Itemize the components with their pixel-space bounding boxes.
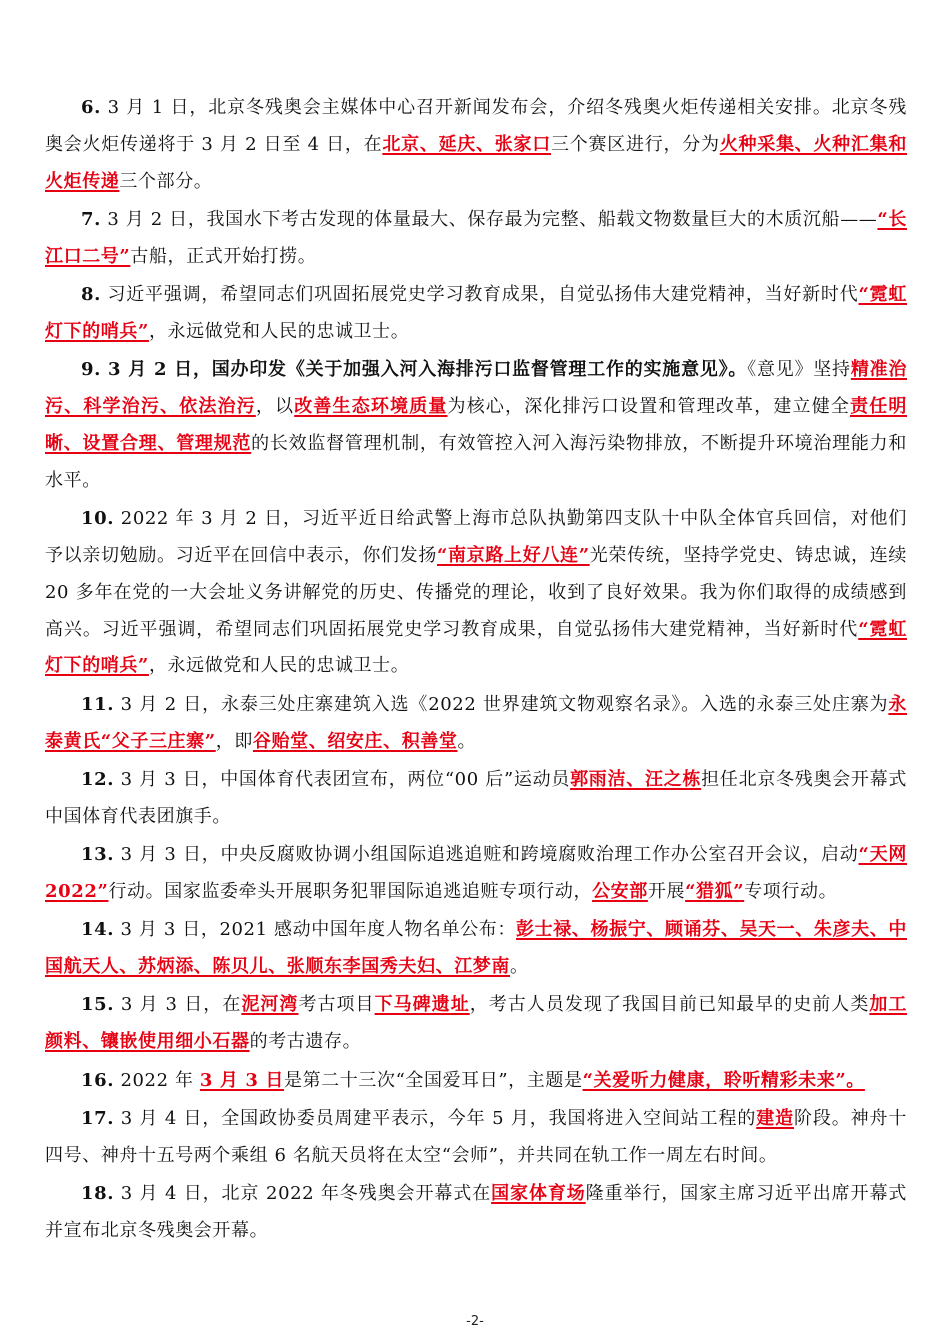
news-item [45,352,907,499]
body-text: 3 月 3 日，中国体育代表团宣布，两位“00 后”运动员 [114,768,571,790]
body-text: 的考古遗存。 [249,1031,362,1053]
body-text: 2022 年 [114,1069,200,1091]
body-text: 3 月 3 日，中央反腐败协调小组国际追逃追赃和跨境腐败治理工作办公室召开会议，启动 [114,844,859,866]
body-text: 古船，正式开始打捞。 [130,245,317,267]
bold-lead-text: 3 月 2 日，国办印发《关于加强入河入海排污口监督管理工作的实施意见》。 [101,359,748,381]
item-number: 13. [81,844,115,866]
highlighted-keyword: “霓虹灯下的哨兵” [45,284,907,342]
body-text: 考古项目 [298,994,375,1016]
highlighted-keyword: 改善生态环境质量 [294,396,448,418]
highlighted-keyword: “南京路上好八连” [437,544,590,566]
news-item [45,501,907,685]
highlighted-keyword: “长江口二号” [45,208,907,267]
item-number: 16. [81,1069,115,1091]
highlighted-keyword: “关爱听力健康，聆听精彩未来”。 [582,1069,865,1091]
news-item [45,1101,907,1175]
body-text: 隆重举行，国家主席习近平出席开幕式并宣布北京冬残奥会开幕。 [45,1183,907,1242]
news-item [45,277,907,351]
body-text: 的长效监督管理机制，有效管控入河入海污染物排放，不断提升环境治理能力和水平。 [45,432,907,491]
body-text: ，永远做党和人民的忠诚卫士。 [148,320,410,342]
body-text: ，永远做党和人民的忠诚卫士。 [148,655,410,677]
body-text: 。 [510,956,529,978]
highlighted-keyword: 北京、延庆、张家口 [382,133,552,155]
highlighted-keyword: 国家体育场 [491,1183,586,1205]
highlighted-keyword: 彭士禄、杨振宁、顾诵芬、吴天一、朱彦夫、中国航天人、苏炳添、陈贝儿、张顺东李国秀夫妇、江梦南 [45,919,907,978]
item-number: 14. [81,919,115,941]
body-text: 。 [457,730,477,752]
news-item [45,202,907,276]
body-text: 2022 年 3 月 2 日，习近平近日给武警上海市总队执勤第四支队十中队全体官兵回信，对他们予以亲切勉励。习近平在回信中表示，你们发扬 [45,508,907,566]
highlighted-keyword: 3 月 3 日 [199,1069,284,1091]
body-text: 三个部分。 [119,170,213,192]
body-text: 光荣传统，坚持学党史、铸忠诚，连续 20 多年在党的一大会址义务讲解党的历史、传播党的理论，收到了良好效果。我为你们取得的成绩感到高兴。习近平强调，希望同志们巩固拓展党史学习教育成果，自觉弘扬伟大建党精神，当好新时代 [45,544,908,640]
body-text: 3 月 2 日，永泰三处庄寨建筑入选《2022 世界建筑文物观察名录》。入选的永泰三处庄寨为 [114,693,889,715]
body-text: 《意见》坚持 [747,359,851,381]
highlighted-keyword: 永泰黄氏“父子三庄寨” [45,693,907,752]
news-item [45,837,907,911]
body-text: 3 月 2 日，我国水下考古发现的体量最大、保存最为完整、船载文物数量巨大的木质沉船—— [101,208,878,230]
item-number: 18. [81,1183,115,1205]
body-text: 担任北京冬残奥会开幕式中国体育代表团旗手。 [45,768,907,827]
body-text: 3 月 3 日，2021 感动中国年度人物名单公布： [114,919,517,941]
item-number: 9. [81,359,101,381]
highlighted-keyword: 加工颜料、镶嵌使用细小石器 [45,994,907,1053]
body-text: 开展 [647,880,686,902]
news-item [45,687,907,761]
body-text: 是第二十三次“全国爱耳日”，主题是 [283,1069,583,1091]
highlighted-keyword: 谷贻堂、绍安庄、积善堂 [252,730,458,752]
highlighted-keyword: 火种采集、火种汇集和火炬传递 [45,133,907,192]
body-text: 阶段。神舟十四号、神舟十五号两个乘组 6 名航天员将在太空“会师”，并共同在轨工作一周左右时间。 [45,1108,907,1166]
body-text: 习近平强调，希望同志们巩固拓展党史学习教育成果，自觉弘扬伟大建党精神，当好新时代 [101,284,859,306]
body-text: ，即 [215,730,253,752]
body-text: 专项行动。 [744,880,838,902]
highlighted-keyword: 泥河湾 [241,994,299,1016]
news-item [45,912,907,986]
body-text: ，考古人员发现了我国目前已知最早的史前人类 [469,994,870,1016]
highlighted-keyword: 建造 [756,1108,794,1130]
body-text: 行动。国家监委牵头开展职务犯罪国际追逃追赃专项行动， [108,880,593,902]
highlighted-keyword: “猎狐” [685,880,745,902]
body-text: ，以 [255,396,295,418]
body-text: 3 月 1 日，北京冬残奥会主媒体中心召开新闻发布会，介绍冬残奥火炬传递相关安排。北京冬残奥会火炬传递将于 3 月 2 日至 4 日，在 [45,97,907,155]
highlighted-keyword: 精准治污、科学治污、依法治污 [45,359,907,418]
page-number: -2- [466,1314,484,1329]
highlighted-keyword: 责任明晰、设置合理、管理规范 [45,396,907,454]
body-text: 3 月 3 日，在 [114,994,242,1016]
news-item [45,987,907,1061]
highlighted-keyword: 下马碑遗址 [374,994,470,1016]
highlighted-keyword: 公安部 [592,880,648,902]
item-number: 11. [81,693,115,715]
highlighted-keyword: 郭雨洁、汪之栋 [570,768,702,790]
body-text: 三个赛区进行，分为 [551,133,720,155]
item-number: 15. [81,994,115,1016]
item-number: 12. [81,768,115,790]
news-item [45,1063,907,1100]
news-item [45,1176,907,1250]
item-number: 7. [81,208,101,230]
body-text: 3 月 4 日，北京 2022 年冬残奥会开幕式在 [114,1183,492,1205]
body-text: 3 月 4 日，全国政协委员周建平表示，今年 5 月，我国将进入空间站工程的 [114,1108,757,1130]
highlighted-keyword: “霓虹灯下的哨兵” [45,618,907,677]
item-number: 8. [81,284,101,306]
news-list [45,90,907,1251]
item-number: 17. [81,1108,115,1130]
body-text: 为核心，深化排污口设置和管理改革，建立健全 [447,396,851,418]
news-item [45,762,907,836]
item-number: 10. [81,508,115,530]
highlighted-keyword: “天网 2022” [45,844,908,902]
item-number: 6. [81,97,101,118]
news-item [45,90,907,200]
